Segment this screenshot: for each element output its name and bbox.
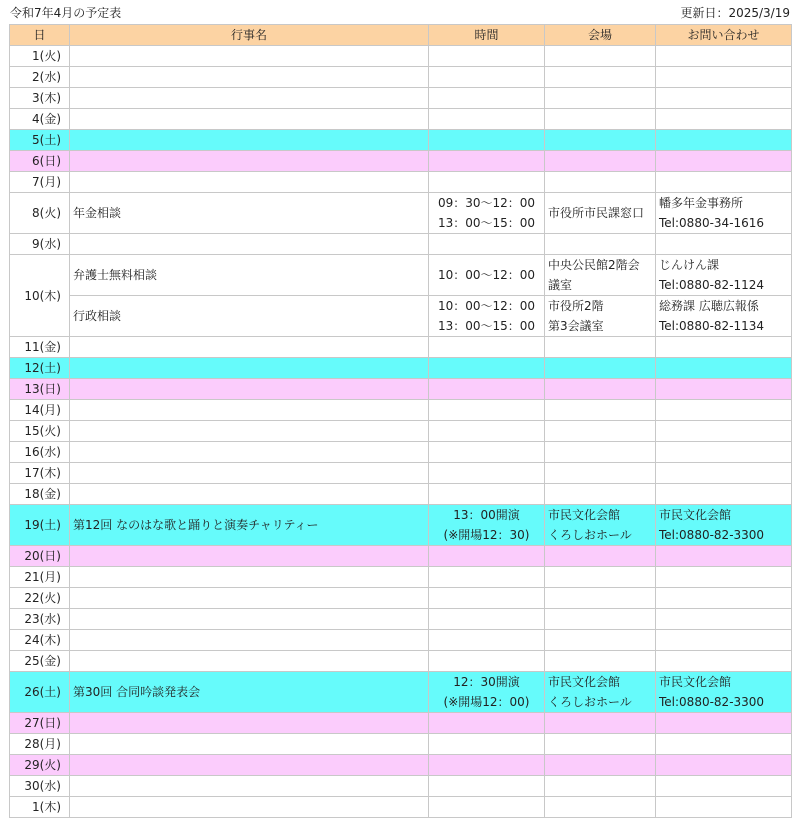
day-cell: 7(月) [10, 172, 70, 193]
day-cell: 23(水) [10, 609, 70, 630]
day-cell: 16(水) [10, 442, 70, 463]
venue-cell [545, 337, 656, 358]
time-cell [429, 734, 545, 755]
time-cell [429, 379, 545, 400]
contact-cell [656, 567, 792, 588]
table-row [10, 88, 792, 109]
time-cell [429, 651, 545, 672]
time-cell [429, 193, 545, 234]
venue-cell [545, 296, 656, 337]
venue-line: くろしおホール [548, 528, 632, 542]
contact-cell [656, 609, 792, 630]
venue-cell [545, 588, 656, 609]
event-cell [70, 88, 429, 109]
time-cell [429, 234, 545, 255]
event-cell [70, 776, 429, 797]
day-cell: 9(水) [10, 234, 70, 255]
day-cell: 2(水) [10, 67, 70, 88]
event-cell [70, 358, 429, 379]
time-cell [429, 109, 545, 130]
table-row [10, 67, 792, 88]
contact-line: Tel:0880-82-1124 [659, 278, 765, 292]
contact-line: 市民文化会館 [659, 675, 732, 689]
day-cell: 14(月) [10, 400, 70, 421]
venue-cell [545, 255, 656, 296]
day-cell: 4(金) [10, 109, 70, 130]
day-cell: 20(日) [10, 546, 70, 567]
event-cell [70, 337, 429, 358]
venue-cell [545, 88, 656, 109]
day-cell: 25(金) [10, 651, 70, 672]
venue-line: 市役所市民課窓口 [548, 206, 645, 220]
venue-cell [545, 546, 656, 567]
contact-cell [656, 776, 792, 797]
time-cell [429, 755, 545, 776]
contact-cell [656, 67, 792, 88]
contact-line: 総務課 広聴広報係 [659, 299, 759, 313]
table-row [10, 46, 792, 67]
day-cell: 13(日) [10, 379, 70, 400]
contact-cell [656, 713, 792, 734]
venue-cell [545, 46, 656, 67]
time-cell [429, 505, 545, 546]
table-row [10, 234, 792, 255]
venue-cell [545, 442, 656, 463]
event-cell [70, 588, 429, 609]
time-line: 10：00～12：00 [437, 299, 536, 313]
contact-line: 幡多年金事務所 [659, 196, 744, 210]
day-cell: 17(木) [10, 463, 70, 484]
day-cell: 29(火) [10, 755, 70, 776]
time-cell [429, 421, 545, 442]
contact-cell [656, 651, 792, 672]
time-cell [429, 776, 545, 797]
contact-cell [656, 797, 792, 818]
column-header-day: 日 [10, 25, 70, 46]
time-cell [429, 88, 545, 109]
venue-line: 市民文化会館 [548, 675, 621, 689]
contact-cell [656, 421, 792, 442]
venue-cell [545, 505, 656, 546]
contact-cell [656, 193, 792, 234]
day-cell: 18(金) [10, 484, 70, 505]
event-cell [70, 734, 429, 755]
contact-cell [656, 630, 792, 651]
venue-cell [545, 67, 656, 88]
header-row [10, 25, 792, 46]
venue-line: 市民文化会館 [548, 508, 621, 522]
event-cell: 第30回 合同吟談発表会 [70, 672, 429, 713]
time-cell [429, 130, 545, 151]
day-cell: 5(土) [10, 130, 70, 151]
event-cell: 弁護士無料相談 [70, 255, 429, 296]
event-cell [70, 172, 429, 193]
day-cell: 27(日) [10, 713, 70, 734]
venue-cell [545, 358, 656, 379]
event-cell [70, 609, 429, 630]
contact-cell [656, 588, 792, 609]
venue-line: 中央公民館2階会 [548, 258, 640, 272]
venue-cell [545, 109, 656, 130]
day-cell: 24(木) [10, 630, 70, 651]
time-cell [429, 151, 545, 172]
event-cell [70, 46, 429, 67]
day-cell: 11(金) [10, 337, 70, 358]
venue-cell [545, 234, 656, 255]
day-cell: 6(日) [10, 151, 70, 172]
column-header-contact: お問い合わせ [656, 25, 792, 46]
table-row [10, 193, 792, 234]
contact-cell [656, 734, 792, 755]
time-cell [429, 672, 545, 713]
time-cell [429, 797, 545, 818]
time-line: 12：30開演 [453, 675, 520, 689]
table-row [10, 400, 792, 421]
contact-line: Tel:0880-82-3300 [659, 695, 765, 709]
time-cell [429, 463, 545, 484]
event-cell [70, 567, 429, 588]
time-cell [429, 588, 545, 609]
event-cell [70, 109, 429, 130]
day-cell: 22(火) [10, 588, 70, 609]
contact-line: Tel:0880-82-3300 [659, 528, 765, 542]
venue-line: 議室 [548, 278, 573, 292]
contact-cell [656, 151, 792, 172]
event-cell: 行政相談 [70, 296, 429, 337]
table-row [10, 713, 792, 734]
time-cell [429, 255, 545, 296]
contact-cell [656, 484, 792, 505]
time-cell [429, 400, 545, 421]
time-cell [429, 567, 545, 588]
event-cell [70, 151, 429, 172]
table-row [10, 546, 792, 567]
day-cell: 8(火) [10, 193, 70, 234]
table-row [10, 505, 792, 546]
day-cell: 30(水) [10, 776, 70, 797]
time-cell [429, 67, 545, 88]
venue-cell [545, 609, 656, 630]
contact-line: 市民文化会館 [659, 508, 732, 522]
venue-cell [545, 463, 656, 484]
venue-cell [545, 400, 656, 421]
time-cell [429, 442, 545, 463]
column-header-venue: 会場 [545, 25, 656, 46]
venue-cell [545, 797, 656, 818]
day-cell: 15(火) [10, 421, 70, 442]
venue-line: 市役所2階 [548, 299, 604, 313]
day-cell: 21(月) [10, 567, 70, 588]
time-cell [429, 609, 545, 630]
day-cell: 26(土) [10, 672, 70, 713]
day-cell: 19(土) [10, 505, 70, 546]
event-cell [70, 484, 429, 505]
table-row [10, 588, 792, 609]
venue-cell [545, 130, 656, 151]
table-row [10, 358, 792, 379]
venue-cell [545, 151, 656, 172]
schedule-table [9, 24, 792, 818]
day-cell: 1(火) [10, 46, 70, 67]
day-cell: 12(土) [10, 358, 70, 379]
venue-line: くろしおホール [548, 695, 632, 709]
time-line: 13：00開演 [453, 508, 520, 522]
time-cell [429, 46, 545, 67]
contact-cell [656, 88, 792, 109]
contact-cell [656, 234, 792, 255]
time-cell [429, 296, 545, 337]
table-row [10, 734, 792, 755]
event-cell [70, 463, 429, 484]
contact-cell [656, 672, 792, 713]
event-cell [70, 630, 429, 651]
venue-cell [545, 755, 656, 776]
table-row [10, 484, 792, 505]
table-row [10, 672, 792, 713]
venue-cell [545, 630, 656, 651]
event-cell [70, 379, 429, 400]
table-row [10, 776, 792, 797]
event-cell: 第12回 なのはな歌と踊りと演奏チャリティー [70, 505, 429, 546]
day-cell: 10(木) [10, 255, 70, 337]
table-row [10, 630, 792, 651]
table-row [10, 567, 792, 588]
event-cell: 年金相談 [70, 193, 429, 234]
contact-cell [656, 463, 792, 484]
event-cell [70, 67, 429, 88]
contact-cell [656, 358, 792, 379]
time-line: 10：00～12：00 [437, 268, 536, 282]
venue-cell [545, 172, 656, 193]
event-cell [70, 546, 429, 567]
contact-cell [656, 400, 792, 421]
contact-cell [656, 379, 792, 400]
time-line: 13：00～15：00 [437, 319, 536, 333]
table-row [10, 379, 792, 400]
venue-cell [545, 713, 656, 734]
venue-cell [545, 379, 656, 400]
time-line: (※開場12：00) [443, 695, 530, 709]
day-cell: 28(月) [10, 734, 70, 755]
contact-cell [656, 442, 792, 463]
time-cell [429, 713, 545, 734]
header-bar [0, 0, 800, 24]
event-cell [70, 421, 429, 442]
venue-cell [545, 421, 656, 442]
event-cell [70, 442, 429, 463]
event-cell [70, 400, 429, 421]
time-cell [429, 484, 545, 505]
contact-cell [656, 296, 792, 337]
table-row [10, 651, 792, 672]
time-cell [429, 546, 545, 567]
table-row [10, 172, 792, 193]
contact-cell [656, 505, 792, 546]
table-row [10, 797, 792, 818]
page-title: 令和7年4月の予定表 [10, 6, 122, 20]
event-cell [70, 797, 429, 818]
table-row [10, 255, 792, 296]
contact-cell [656, 46, 792, 67]
venue-line: 第3会議室 [548, 319, 604, 333]
table-row [10, 130, 792, 151]
contact-cell [656, 255, 792, 296]
venue-cell [545, 776, 656, 797]
contact-cell [656, 337, 792, 358]
day-cell: 3(木) [10, 88, 70, 109]
contact-line: じんけん課 [659, 258, 720, 272]
venue-cell [545, 651, 656, 672]
contact-line: Tel:0880-82-1134 [659, 319, 765, 333]
contact-cell [656, 172, 792, 193]
table-row [10, 442, 792, 463]
venue-cell [545, 193, 656, 234]
event-cell [70, 130, 429, 151]
table-row [10, 755, 792, 776]
contact-cell [656, 755, 792, 776]
schedule-body [10, 46, 792, 818]
time-cell [429, 630, 545, 651]
venue-cell [545, 672, 656, 713]
table-row [10, 463, 792, 484]
updated-date: 更新日：2025/3/19 [680, 6, 790, 20]
table-row [10, 109, 792, 130]
venue-cell [545, 484, 656, 505]
time-cell [429, 358, 545, 379]
event-cell [70, 755, 429, 776]
time-line: 13：00～15：00 [437, 216, 536, 230]
contact-cell [656, 109, 792, 130]
event-cell [70, 713, 429, 734]
venue-cell [545, 567, 656, 588]
table-row [10, 337, 792, 358]
day-cell: 1(木) [10, 797, 70, 818]
table-row [10, 609, 792, 630]
time-cell [429, 337, 545, 358]
time-line: (※開場12：30) [443, 528, 530, 542]
event-cell [70, 651, 429, 672]
event-cell [70, 234, 429, 255]
contact-line: Tel:0880-34-1616 [659, 216, 765, 230]
table-row [10, 151, 792, 172]
contact-cell [656, 130, 792, 151]
venue-cell [545, 734, 656, 755]
column-header-event: 行事名 [70, 25, 429, 46]
time-line: 09：30～12：00 [437, 196, 536, 210]
table-row [10, 296, 792, 337]
column-header-time: 時間 [429, 25, 545, 46]
table-row [10, 421, 792, 442]
time-cell [429, 172, 545, 193]
contact-cell [656, 546, 792, 567]
